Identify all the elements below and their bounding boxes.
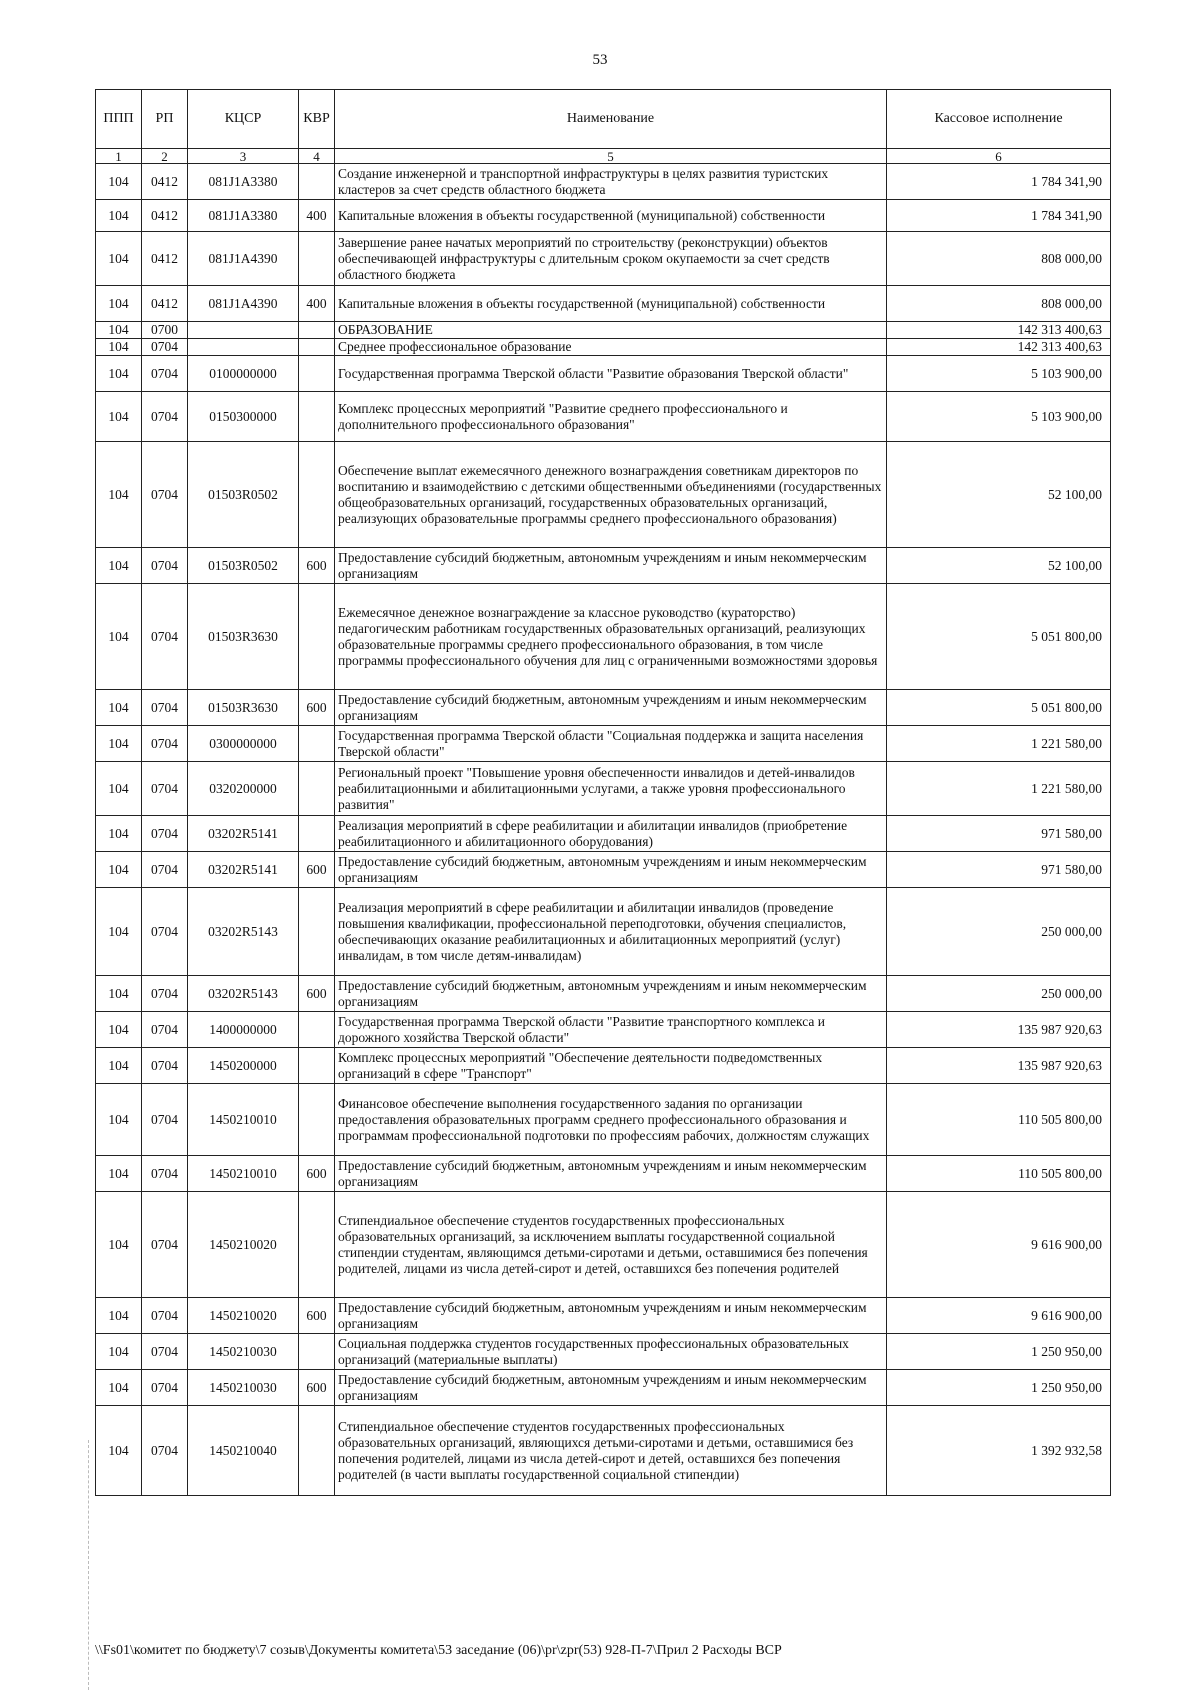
cell-kvr: [299, 1406, 335, 1496]
cell-rp: 0704: [142, 852, 188, 888]
cell-kvr: [299, 1048, 335, 1084]
cell-name: Стипендиальное обеспечение студентов государственных профессиональных образовательных организаций, за исключением выплаты государственной социальной стипендии студентам, являющимся детьми-сиротами и детьми, оставшимися без попечения родителей, лицами из числа детей-сирот и детей, оставшихся без попечения родителей: [335, 1192, 887, 1298]
cell-rp: 0704: [142, 392, 188, 442]
cell-kvr: 600: [299, 976, 335, 1012]
cell-rp: 0704: [142, 548, 188, 584]
table-body: [96, 164, 1111, 1496]
cell-name: Капитальные вложения в объекты государственной (муниципальной) собственности: [335, 286, 887, 322]
cell-rp: 0412: [142, 200, 188, 232]
cell-rp: 0412: [142, 164, 188, 200]
cell-amount: 250 000,00: [887, 888, 1111, 976]
cell-name: Государственная программа Тверской области "Развитие образования Тверской области": [335, 356, 887, 392]
table-row: [96, 392, 1111, 442]
cell-amount: 1 250 950,00: [887, 1334, 1111, 1370]
cell-name: Предоставление субсидий бюджетным, автономным учреждениям и иным некоммерческим организациям: [335, 1370, 887, 1406]
cell-kcsr: 01503R3630: [188, 690, 299, 726]
cell-kcsr: 1450210010: [188, 1156, 299, 1192]
cell-kvr: [299, 322, 335, 339]
cell-kvr: 400: [299, 200, 335, 232]
cell-ppp: 104: [96, 1370, 142, 1406]
cell-ppp: 104: [96, 1084, 142, 1156]
cell-name: Финансовое обеспечение выполнения государственного задания по организации предоставления образовательных программ среднего профессионального образования и программам профессиональной подготовки по профессиям рабочих, должностям служащих: [335, 1084, 887, 1156]
cell-name: Комплекс процессных мероприятий "Развитие среднего профессионального и дополнительного профессионального образования": [335, 392, 887, 442]
cell-name: Завершение ранее начатых мероприятий по строительству (реконструкции) объектов обеспечивающей инфраструктуры с длительным сроком окупаемости за счет средств областного бюджета: [335, 232, 887, 286]
cell-kvr: [299, 339, 335, 356]
cell-name: Комплекс процессных мероприятий "Обеспечение деятельности подведомственных организаций в сфере "Транспорт": [335, 1048, 887, 1084]
table-row: [96, 584, 1111, 690]
table-row: [96, 1370, 1111, 1406]
table-row: [96, 976, 1111, 1012]
cell-ppp: 104: [96, 888, 142, 976]
cell-rp: 0412: [142, 286, 188, 322]
table-row: [96, 762, 1111, 816]
header-rp: РП: [142, 90, 188, 149]
cell-ppp: 104: [96, 286, 142, 322]
cell-ppp: 104: [96, 442, 142, 548]
cell-rp: 0704: [142, 1192, 188, 1298]
cell-amount: 52 100,00: [887, 548, 1111, 584]
cell-kvr: [299, 816, 335, 852]
cell-amount: 142 313 400,63: [887, 339, 1111, 356]
cell-name: Обеспечение выплат ежемесячного денежного вознаграждения советникам директоров по воспитанию и взаимодействию с детскими общественными объединениями (государственных общеобразовательных организаций, государственных образовательных организаций, реализующих образовательные программы среднего профессионального образования): [335, 442, 887, 548]
cell-name: ОБРАЗОВАНИЕ: [335, 322, 887, 339]
cell-kcsr: 03202R5141: [188, 852, 299, 888]
cell-ppp: 104: [96, 852, 142, 888]
cell-kvr: [299, 164, 335, 200]
page-number: 53: [592, 52, 608, 68]
column-number: 4: [299, 149, 335, 164]
cell-amount: 110 505 800,00: [887, 1156, 1111, 1192]
cell-kvr: [299, 584, 335, 690]
column-number: 5: [335, 149, 887, 164]
cell-kcsr: 03202R5143: [188, 976, 299, 1012]
cell-kcsr: 03202R5141: [188, 816, 299, 852]
cell-amount: 5 051 800,00: [887, 690, 1111, 726]
cell-rp: 0704: [142, 888, 188, 976]
cell-rp: 0704: [142, 816, 188, 852]
cell-kcsr: 03202R5143: [188, 888, 299, 976]
cell-amount: 52 100,00: [887, 442, 1111, 548]
table-row: [96, 1406, 1111, 1496]
table-row: [96, 200, 1111, 232]
margin-mark: [88, 1440, 90, 1690]
cell-kvr: [299, 392, 335, 442]
cell-kvr: [299, 726, 335, 762]
cell-kcsr: 1450210010: [188, 1084, 299, 1156]
cell-kvr: 600: [299, 690, 335, 726]
cell-ppp: 104: [96, 1012, 142, 1048]
cell-kcsr: 1450210030: [188, 1334, 299, 1370]
table-row: [96, 339, 1111, 356]
cell-name: Региональный проект "Повышение уровня обеспеченности инвалидов и детей-инвалидов реабилитационными и абилитационными услугами, а также уровня профессионального развития": [335, 762, 887, 816]
cell-ppp: 104: [96, 322, 142, 339]
cell-ppp: 104: [96, 726, 142, 762]
cell-kvr: [299, 232, 335, 286]
table-row: [96, 1156, 1111, 1192]
cell-ppp: 104: [96, 1298, 142, 1334]
cell-name: Социальная поддержка студентов государственных профессиональных образовательных организаций (материальные выплаты): [335, 1334, 887, 1370]
cell-amount: 250 000,00: [887, 976, 1111, 1012]
table-row: [96, 888, 1111, 976]
cell-amount: 1 784 341,90: [887, 164, 1111, 200]
cell-kvr: 400: [299, 286, 335, 322]
cell-ppp: 104: [96, 1156, 142, 1192]
cell-name: Предоставление субсидий бюджетным, автономным учреждениям и иным некоммерческим организациям: [335, 1298, 887, 1334]
cell-ppp: 104: [96, 339, 142, 356]
cell-rp: 0704: [142, 1156, 188, 1192]
column-number: 1: [96, 149, 142, 164]
cell-ppp: 104: [96, 164, 142, 200]
cell-amount: 9 616 900,00: [887, 1192, 1111, 1298]
cell-kcsr: 0300000000: [188, 726, 299, 762]
cell-rp: 0704: [142, 1406, 188, 1496]
cell-amount: 971 580,00: [887, 816, 1111, 852]
cell-kcsr: 1450210040: [188, 1406, 299, 1496]
cell-name: Государственная программа Тверской области "Развитие транспортного комплекса и дорожного хозяйства Тверской области": [335, 1012, 887, 1048]
cell-kvr: 600: [299, 1370, 335, 1406]
table-row: [96, 1334, 1111, 1370]
cell-rp: 0704: [142, 1012, 188, 1048]
column-numbers-row: [96, 149, 1111, 164]
cell-rp: 0700: [142, 322, 188, 339]
cell-kcsr: 081J1A3380: [188, 200, 299, 232]
table-row: [96, 690, 1111, 726]
cell-kcsr: 081J1A4390: [188, 286, 299, 322]
cell-kvr: [299, 888, 335, 976]
cell-ppp: 104: [96, 976, 142, 1012]
cell-kvr: 600: [299, 548, 335, 584]
cell-kvr: [299, 1084, 335, 1156]
table-row: [96, 1048, 1111, 1084]
cell-rp: 0704: [142, 442, 188, 548]
cell-rp: 0704: [142, 690, 188, 726]
cell-amount: 1 784 341,90: [887, 200, 1111, 232]
cell-rp: 0704: [142, 1084, 188, 1156]
table-row: [96, 286, 1111, 322]
header-amount: Кассовое исполнение: [887, 90, 1111, 149]
header-kvr: КВР: [299, 90, 335, 149]
cell-ppp: 104: [96, 200, 142, 232]
cell-kcsr: 01503R3630: [188, 584, 299, 690]
cell-kcsr: 0100000000: [188, 356, 299, 392]
column-number: 2: [142, 149, 188, 164]
cell-kcsr: 1400000000: [188, 1012, 299, 1048]
cell-amount: 808 000,00: [887, 286, 1111, 322]
cell-ppp: 104: [96, 356, 142, 392]
cell-ppp: 104: [96, 816, 142, 852]
cell-kcsr: 0320200000: [188, 762, 299, 816]
cell-name: Предоставление субсидий бюджетным, автономным учреждениям и иным некоммерческим организациям: [335, 1156, 887, 1192]
cell-name: Стипендиальное обеспечение студентов государственных профессиональных образовательных организаций, являющихся детьми-сиротами и детьми, оставшимися без попечения родителей, лицами из числа детей-сирот и детей, оставшихся без попечения родителей (в части выплаты государственной социальной стипендии): [335, 1406, 887, 1496]
cell-kvr: [299, 1192, 335, 1298]
cell-amount: 1 250 950,00: [887, 1370, 1111, 1406]
cell-kcsr: 0150300000: [188, 392, 299, 442]
cell-ppp: 104: [96, 1048, 142, 1084]
header-ppp: ППП: [96, 90, 142, 149]
cell-name: Капитальные вложения в объекты государственной (муниципальной) собственности: [335, 200, 887, 232]
cell-amount: 5 103 900,00: [887, 356, 1111, 392]
cell-kvr: [299, 442, 335, 548]
cell-amount: 110 505 800,00: [887, 1084, 1111, 1156]
cell-kvr: [299, 1012, 335, 1048]
table-row: [96, 232, 1111, 286]
cell-amount: 135 987 920,63: [887, 1048, 1111, 1084]
table-row: [96, 356, 1111, 392]
cell-ppp: 104: [96, 548, 142, 584]
cell-amount: 1 392 932,58: [887, 1406, 1111, 1496]
cell-rp: 0704: [142, 976, 188, 1012]
cell-kvr: [299, 356, 335, 392]
cell-amount: 808 000,00: [887, 232, 1111, 286]
cell-name: Предоставление субсидий бюджетным, автономным учреждениям и иным некоммерческим организациям: [335, 852, 887, 888]
cell-kvr: 600: [299, 852, 335, 888]
cell-ppp: 104: [96, 690, 142, 726]
header-kcsr: КЦСР: [188, 90, 299, 149]
cell-rp: 0704: [142, 1298, 188, 1334]
cell-name: Реализация мероприятий в сфере реабилитации и абилитации инвалидов (проведение повышения квалификации, профессиональной переподготовки, обучения специалистов, обеспечивающих оказание реабилитационных и абилитационных мероприятий (услуг) инвалидам, в том числе детям-инвалидам): [335, 888, 887, 976]
column-number: 6: [887, 149, 1111, 164]
cell-rp: 0412: [142, 232, 188, 286]
cell-name: Ежемесячное денежное вознаграждение за классное руководство (кураторство) педагогическим работникам государственных образовательных организаций, реализующих образовательные программы среднего профессионального образования, в том числе программы профессионального обучения для лиц с ограниченными возможностями здоровья: [335, 584, 887, 690]
cell-rp: 0704: [142, 762, 188, 816]
cell-kcsr: 1450210020: [188, 1192, 299, 1298]
cell-kcsr: 081J1A3380: [188, 164, 299, 200]
cell-kvr: 600: [299, 1156, 335, 1192]
cell-amount: 5 103 900,00: [887, 392, 1111, 442]
cell-kcsr: 1450210030: [188, 1370, 299, 1406]
cell-name: Предоставление субсидий бюджетным, автономным учреждениям и иным некоммерческим организациям: [335, 548, 887, 584]
table-row: [96, 442, 1111, 548]
table-row: [96, 816, 1111, 852]
cell-kcsr: 081J1A4390: [188, 232, 299, 286]
cell-name: Предоставление субсидий бюджетным, автономным учреждениям и иным некоммерческим организациям: [335, 690, 887, 726]
cell-amount: 135 987 920,63: [887, 1012, 1111, 1048]
cell-amount: 971 580,00: [887, 852, 1111, 888]
cell-rp: 0704: [142, 1334, 188, 1370]
cell-kcsr: 01503R0502: [188, 548, 299, 584]
cell-ppp: 104: [96, 232, 142, 286]
cell-ppp: 104: [96, 1334, 142, 1370]
table-row: [96, 1192, 1111, 1298]
cell-ppp: 104: [96, 584, 142, 690]
footer-file-path: \\Fs01\комитет по бюджету\7 созыв\Документы комитета\53 заседание (06)\pr\zpr(53) 928-П-7\Прил 2 Расходы ВСР: [95, 1643, 782, 1658]
cell-ppp: 104: [96, 392, 142, 442]
table-row: [96, 852, 1111, 888]
cell-kcsr: [188, 339, 299, 356]
cell-rp: 0704: [142, 356, 188, 392]
cell-amount: 9 616 900,00: [887, 1298, 1111, 1334]
cell-kvr: [299, 762, 335, 816]
cell-amount: 142 313 400,63: [887, 322, 1111, 339]
table-row: [96, 1298, 1111, 1334]
table-row: [96, 1084, 1111, 1156]
cell-kcsr: 1450200000: [188, 1048, 299, 1084]
cell-name: Создание инженерной и транспортной инфраструктуры в целях развития туристских кластеров за счет средств областного бюджета: [335, 164, 887, 200]
cell-kcsr: 1450210020: [188, 1298, 299, 1334]
cell-rp: 0704: [142, 726, 188, 762]
cell-ppp: 104: [96, 762, 142, 816]
table-header-row: [96, 90, 1111, 149]
cell-rp: 0704: [142, 584, 188, 690]
cell-name: Среднее профессиональное образование: [335, 339, 887, 356]
budget-table: [95, 89, 1111, 1496]
cell-amount: 1 221 580,00: [887, 762, 1111, 816]
cell-kvr: [299, 1334, 335, 1370]
cell-rp: 0704: [142, 339, 188, 356]
cell-name: Предоставление субсидий бюджетным, автономным учреждениям и иным некоммерческим организациям: [335, 976, 887, 1012]
cell-ppp: 104: [96, 1192, 142, 1298]
cell-kvr: 600: [299, 1298, 335, 1334]
cell-name: Государственная программа Тверской области "Социальная поддержка и защита населения Тверской области": [335, 726, 887, 762]
cell-ppp: 104: [96, 1406, 142, 1496]
table-row: [96, 322, 1111, 339]
table-row: [96, 164, 1111, 200]
table-row: [96, 548, 1111, 584]
cell-kcsr: [188, 322, 299, 339]
cell-amount: 1 221 580,00: [887, 726, 1111, 762]
table-row: [96, 1012, 1111, 1048]
cell-kcsr: 01503R0502: [188, 442, 299, 548]
cell-name: Реализация мероприятий в сфере реабилитации и абилитации инвалидов (приобретение реабилитационного и абилитационного оборудования): [335, 816, 887, 852]
cell-rp: 0704: [142, 1048, 188, 1084]
header-name: Наименование: [335, 90, 887, 149]
cell-amount: 5 051 800,00: [887, 584, 1111, 690]
cell-rp: 0704: [142, 1370, 188, 1406]
table-row: [96, 726, 1111, 762]
column-number: 3: [188, 149, 299, 164]
